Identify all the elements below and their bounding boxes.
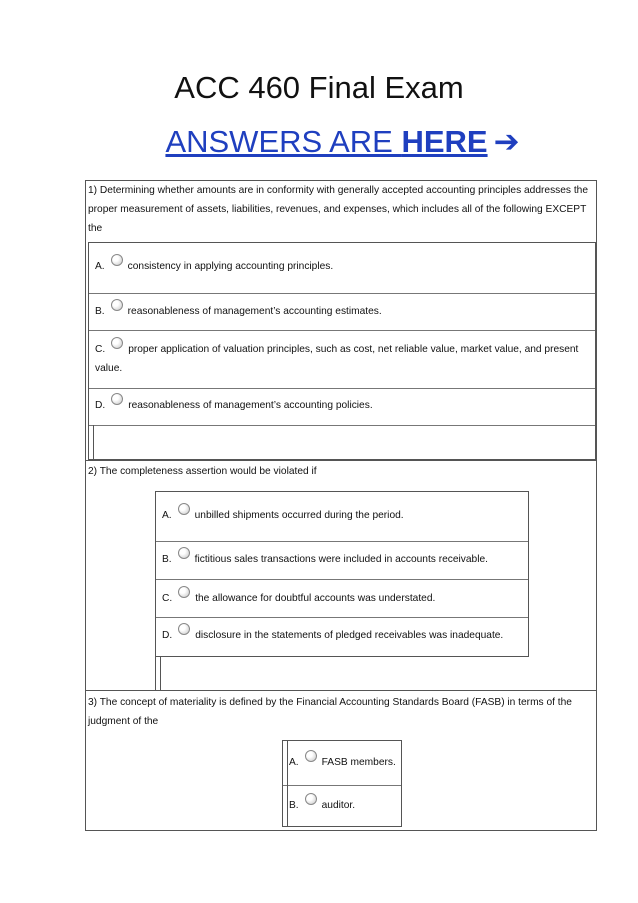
option-stub — [88, 425, 94, 460]
radio-icon[interactable] — [178, 586, 190, 598]
radio-icon[interactable] — [111, 393, 123, 405]
q2-option-c[interactable]: C. the allowance for doubtful accounts was understated. — [162, 589, 435, 608]
q2-option-b[interactable]: B. fictitious sales transactions were included in accounts receivable. — [162, 550, 488, 569]
radio-icon[interactable] — [111, 299, 123, 311]
answers-link[interactable] — [0, 124, 638, 160]
option-stub — [155, 657, 161, 690]
radio-icon[interactable] — [111, 254, 123, 266]
question-2-text: 2) The completeness assertion would be violated if — [88, 466, 317, 477]
q1-option-c[interactable]: C. proper application of valuation principles, such as cost, net reliable value, market value, and present value. — [95, 340, 585, 378]
radio-icon[interactable] — [305, 793, 317, 805]
q1-option-a[interactable]: A. consistency in applying accounting principles. — [95, 257, 333, 276]
answers-link-here: HERE — [401, 124, 488, 159]
answers-link-text: ANSWERS ARE — [165, 124, 402, 159]
radio-icon[interactable] — [305, 750, 317, 762]
question-divider — [85, 460, 597, 461]
radio-icon[interactable] — [111, 337, 123, 349]
arrow-right-icon: ➔ — [493, 124, 520, 159]
q3-option-b[interactable]: B. auditor. — [289, 796, 355, 815]
radio-icon[interactable] — [178, 503, 190, 515]
question-1-text: 1) Determining whether amounts are in conformity with generally accepted accounting principles addresses the proper measurement of assets, liabilities, revenues, and expenses, which includes all of the following EXCEPT the — [88, 185, 589, 234]
q3-option-a[interactable]: A. FASB members. — [289, 753, 396, 772]
question-3-text: 3) The concept of materiality is defined by the Financial Accounting Standards Board (FASB) in terms of the judgment of the — [88, 697, 572, 727]
q1-option-b[interactable]: B. reasonableness of management’s accounting estimates. — [95, 302, 382, 321]
radio-icon[interactable] — [178, 547, 190, 559]
q2-option-d[interactable]: D. disclosure in the statements of pledged receivables was inadequate. — [162, 626, 503, 645]
question-divider — [85, 690, 597, 691]
exam-title: ACC 460 Final Exam — [174, 70, 464, 105]
radio-icon[interactable] — [178, 623, 190, 635]
q2-option-a[interactable]: A. unbilled shipments occurred during the period. — [162, 506, 404, 525]
option-stub — [282, 740, 288, 827]
q1-option-d[interactable]: D. reasonableness of management’s accounting policies. — [95, 396, 373, 415]
